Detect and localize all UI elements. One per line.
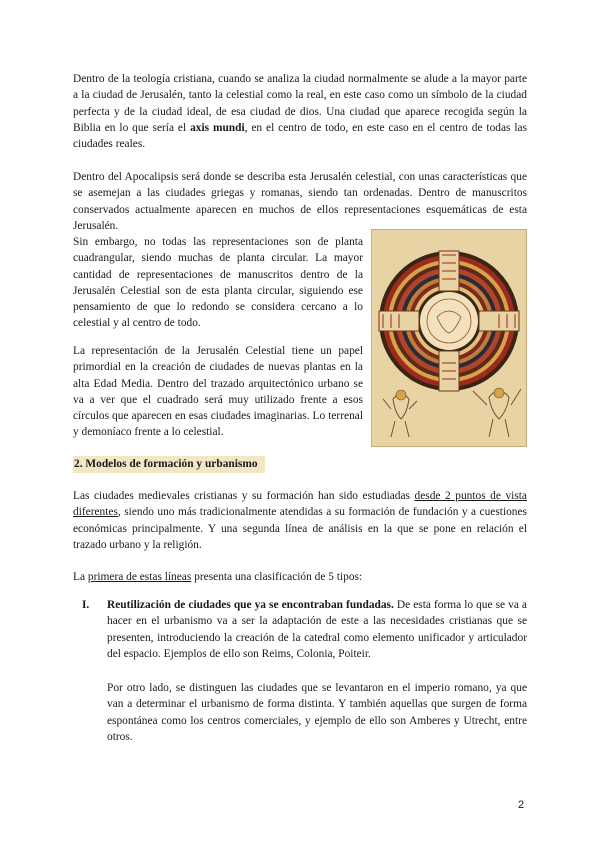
paragraph-6: La primera de estas líneas presenta una clasificación de 5 tipos: [73, 571, 363, 583]
celestial-jerusalem-illustration [371, 229, 527, 447]
underlined-phrase: primera de estas líneas [87, 571, 192, 583]
axis-mundi-term: axis mundi [190, 121, 245, 134]
underlined-phrase: desde 2 puntos de vista diferentes [73, 490, 527, 519]
paragraph-1: Dentro de la teología cristiana, cuando se analiza la ciudad normalmente se alude a la mayor parte a la ciudad de Jerusalén, tanto la celestial como la real, en este caso como un símbolo de la ciudad perfecta y de la ciudad ideal, de esa ciudad de dios. Una ciudad que aparece recogida según la Biblia en lo que sería el axis mundi, en el centro de todo, en este caso en el centro de todas las ciudades reales. [73, 73, 528, 151]
list-item-title: Reutilización de ciudades que ya se encontraban fundadas. [107, 599, 394, 611]
section-heading: 2. Modelos de formación y urbanismo [73, 456, 265, 473]
page-number: 2 [518, 799, 525, 811]
paragraph-5: Las ciudades medievales cristianas y su formación han sido estudiadas desde 2 puntos de vista diferentes, siendo uno más tradicionalmente atendidas a su formación de fundación y a cuestiones económicas principalmente. Y una segunda línea de análisis en la que se pone en relación el trazado urbano y la religión. [73, 490, 527, 551]
paragraph-3: Sin embargo, no todas las representaciones son de planta cuadrangular, siendo muchas de planta circular. La mayor cantidad de representaciones de manuscritos dentro de la Jerusalén Celestial son de esta planta circular, siguiendo ese pensamiento de que lo redondo se considera cercano a lo celestial y al centro de todo. [73, 236, 363, 330]
paragraph-4: La representación de la Jerusalén Celestial tiene un papel primordial en la creación de ciudades de nuevas plantas en la alta Edad Media. Dentro del trazado arquitectónico urbano se va a ver que el cuadrado será muy utilizado frente a esos círculos que aparecen en esas ciudades imaginarias. Lo terrenal y demoníaco frente a lo celestial. [73, 345, 363, 439]
list-item-1: Reutilización de ciudades que ya se encontraban fundadas. De esta forma lo que se va a hacer en el urbanismo va a ser la adaptación de este a las necesidades cristianas que se presenten, introduciendo la creación de la catedral como elemento unificador y articulador del espacio. Ejemplos de ello son Reims, Colonia, Poiteir. [107, 599, 527, 660]
manuscript-drawing [371, 229, 527, 447]
paragraph-2: Dentro del Apocalipsis será donde se describa esta Jerusalén celestial, con unas características que se asemejan a las ciudades griegas y romanas, siendo tan ordenadas. Dentro de manuscritos conservados actualmente aparecen en muchos de ellos representaciones esquemáticas de esta Jerusalén. [73, 171, 527, 232]
list-number: I. [82, 599, 90, 611]
paragraph-7: Por otro lado, se distinguen las ciudades que se levantaron en el imperio romano, ya que van a determinar el urbanismo de forma distinta. Y también aquellas que surgen de forma espontánea como los centros comerciales, y ejemplo de ello son Amberes y Utrecht, entre otros. [107, 682, 527, 743]
